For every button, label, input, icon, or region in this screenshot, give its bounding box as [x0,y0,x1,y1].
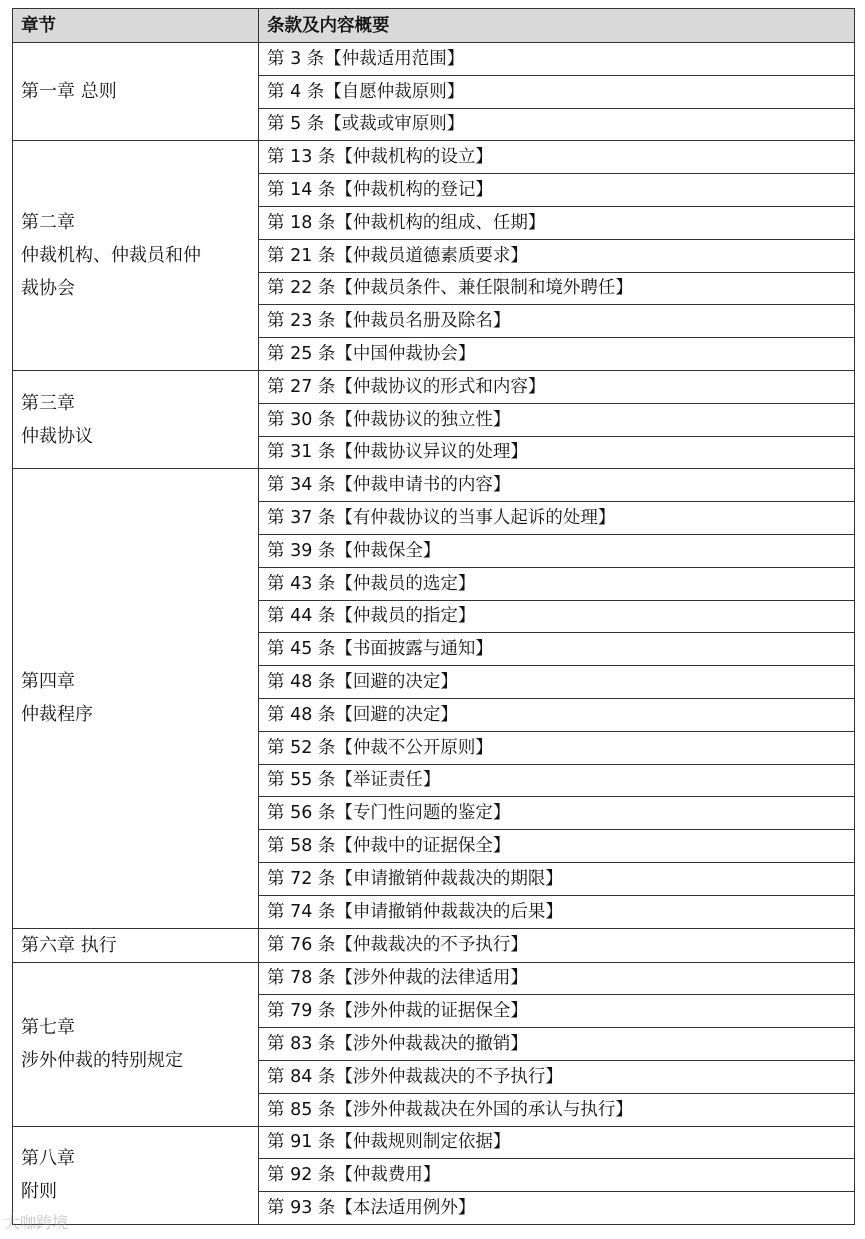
chapter-line: 仲裁程序 [21,704,93,726]
article-cell: 第 21 条【仲裁员道德素质要求】 [259,239,855,272]
watermark: 大咖跨境 [4,1213,69,1232]
article-cell: 第 55 条【举证责任】 [259,764,855,797]
article-cell: 第 79 条【涉外仲裁的证据保全】 [259,995,855,1028]
chapter-cell [13,141,259,371]
chapter-line: 涉外仲裁的特别规定 [21,1050,183,1071]
article-cell: 第 5 条【或裁或审原则】 [259,108,855,141]
chapter-line: 第一章 总则 [21,81,117,103]
chapter-line: 第八章 [21,1148,75,1170]
chapter-line: 第六章 执行 [21,934,117,956]
article-cell: 第 13 条【仲裁机构的设立】 [259,141,855,174]
article-cell: 第 39 条【仲裁保全】 [259,534,855,567]
article-cell: 第 93 条【本法适用例外】 [259,1192,855,1225]
chapter-line: 第二章 [21,212,75,234]
article-cell: 第 31 条【仲裁协议异议的处理】 [259,436,855,469]
article-cell: 第 76 条【仲裁裁决的不予执行】 [259,928,855,962]
chapter-line: 第三章 [21,392,75,414]
article-cell: 第 56 条【专门性问题的鉴定】 [259,797,855,830]
article-cell: 第 18 条【仲裁机构的组成、任期】 [259,206,855,239]
article-cell: 第 72 条【申请撤销仲裁裁决的期限】 [259,862,855,895]
arbitration-law-table [12,8,855,1225]
table-body [13,43,855,1225]
article-cell: 第 78 条【涉外仲裁的法律适用】 [259,962,855,995]
article-cell: 第 27 条【仲裁协议的形式和内容】 [259,370,855,403]
article-cell: 第 45 条【书面披露与通知】 [259,633,855,666]
chapter-line: 裁协会 [21,278,75,300]
article-cell: 第 25 条【中国仲裁协会】 [259,338,855,371]
article-cell: 第 58 条【仲裁中的证据保全】 [259,830,855,863]
article-cell: 第 91 条【仲裁规则制定依据】 [259,1126,855,1159]
header-row [13,9,855,43]
article-cell: 第 23 条【仲裁员名册及除名】 [259,305,855,338]
article-cell: 第 43 条【仲裁员的选定】 [259,567,855,600]
article-cell: 第 48 条【回避的决定】 [259,698,855,731]
chapter-cell [13,370,259,468]
article-cell: 第 14 条【仲裁机构的登记】 [259,174,855,207]
table-row [13,370,855,403]
article-cell: 第 3 条【仲裁适用范围】 [259,43,855,76]
article-cell: 第 84 条【涉外仲裁裁决的不予执行】 [259,1060,855,1093]
article-cell: 第 37 条【有仲裁协议的当事人起诉的处理】 [259,502,855,535]
table-row [13,469,855,502]
header-articles: 条款及内容概要 [259,9,855,43]
article-cell: 第 92 条【仲裁费用】 [259,1159,855,1192]
article-cell: 第 30 条【仲裁协议的独立性】 [259,403,855,436]
header-chapter: 章节 [13,9,259,43]
table-row [13,43,855,76]
chapter-line: 第七章 [21,1017,75,1038]
chapter-line: 仲裁协议 [21,425,93,447]
article-cell: 第 4 条【自愿仲裁原则】 [259,75,855,108]
article-cell: 第 85 条【涉外仲裁裁决在外国的承认与执行】 [259,1093,855,1126]
article-cell: 第 52 条【仲裁不公开原则】 [259,731,855,764]
chapter-cell [13,962,259,1126]
chapter-line: 附则 [21,1181,57,1203]
article-cell: 第 22 条【仲裁员条件、兼任限制和境外聘任】 [259,272,855,305]
article-cell: 第 83 条【涉外仲裁裁决的撤销】 [259,1028,855,1061]
table-row [13,141,855,174]
table-row [13,928,855,962]
table-row [13,962,855,995]
chapter-cell [13,469,259,928]
table-row [13,1126,855,1159]
chapter-line: 仲裁机构、仲裁员和仲 [21,245,201,267]
article-cell: 第 34 条【仲裁申请书的内容】 [259,469,855,502]
article-cell: 第 48 条【回避的决定】 [259,666,855,699]
article-cell: 第 74 条【申请撤销仲裁裁决的后果】 [259,895,855,928]
article-cell: 第 44 条【仲裁员的指定】 [259,600,855,633]
chapter-line: 第四章 [21,671,75,693]
chapter-cell [13,928,259,962]
chapter-cell [13,43,259,141]
